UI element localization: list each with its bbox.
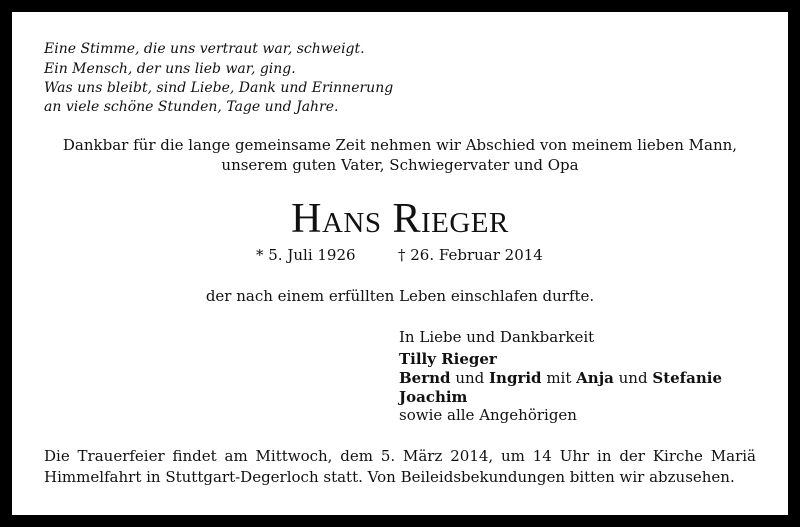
signoff-others: sowie alle Angehörigen <box>399 406 577 424</box>
signoff-greeting: In Liebe und Dankbarkeit <box>399 328 595 346</box>
birth-date: * 5. Juli 1926 <box>256 246 356 264</box>
poem-line-1: Eine Stimme, die uns vertraut war, schweigt. <box>44 41 365 57</box>
intro-line-2: unserem guten Vater, Schwiegervater und Opa <box>221 156 579 174</box>
poem-line-3: Was uns bleibt, sind Liebe, Dank und Erinnerung <box>44 80 394 96</box>
poem-line-2: Ein Mensch, der uns lieb war, ging. <box>44 61 296 77</box>
signoff-line-3 <box>399 388 467 407</box>
conjunction: und <box>618 369 648 387</box>
signer-ingrid: Ingrid <box>489 369 542 387</box>
deceased-name: Hans Rieger <box>291 196 509 242</box>
signoff-line-2 <box>399 369 722 388</box>
signer-joachim: Joachim <box>399 388 468 406</box>
signoff-line-1 <box>399 350 497 369</box>
signer-anja: Anja <box>576 369 614 387</box>
poem-line-4: an viele schöne Stunden, Tage und Jahre. <box>44 99 339 115</box>
death-date: † 26. Februar 2014 <box>398 246 543 264</box>
signer-tilly: Tilly Rieger <box>399 350 497 368</box>
passing-line: der nach einem erfüllten Leben einschlafen durfte. <box>205 287 595 305</box>
conjunction: mit <box>546 369 572 387</box>
conjunction: und <box>455 369 485 387</box>
intro-line-1: Dankbar für die lange gemeinsame Zeit nehmen wir Abschied von meinem lieben Mann, <box>62 136 738 154</box>
signer-bernd: Bernd <box>399 369 451 387</box>
signer-stefanie: Stefanie <box>652 369 722 387</box>
footer-line-1: Die Trauerfeier findet am Mittwoch, dem 5. März 2014, um 14 Uhr in der Kirche Mariä <box>44 447 756 465</box>
footer-line-2: Himmelfahrt in Stuttgart-Degerloch statt. Von Beileidsbekundungen bitten wir abzusehen. <box>44 468 735 486</box>
